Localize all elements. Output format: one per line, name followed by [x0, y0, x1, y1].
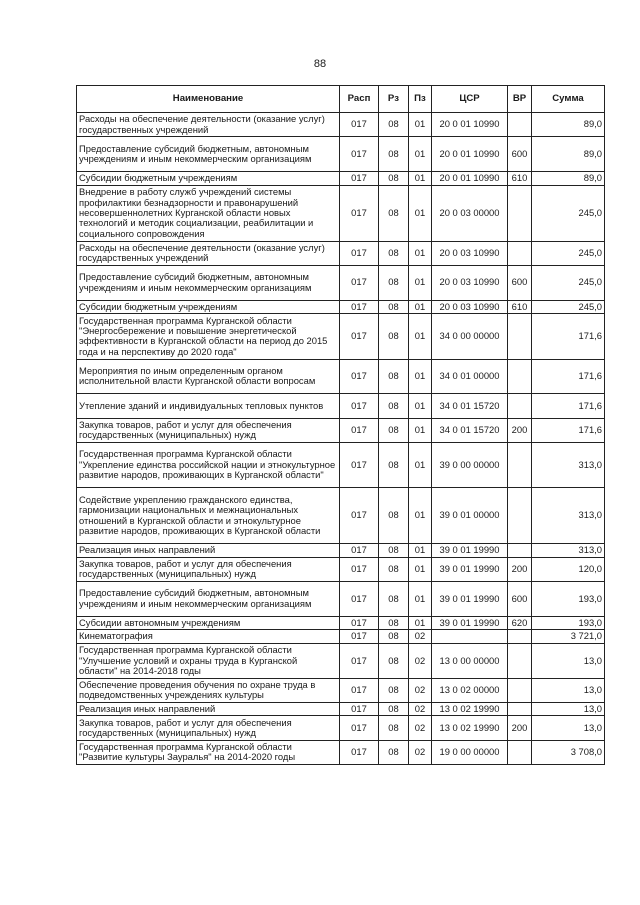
cell-rasp: 017: [340, 557, 379, 581]
cell-csr: 34 0 01 15720: [432, 418, 508, 442]
cell-pz: 01: [409, 442, 432, 487]
cell-rz: 08: [379, 185, 409, 241]
cell-name: Расходы на обеспечение деятельности (оказание услуг) государственных учреждений: [77, 241, 340, 265]
cell-rasp: 017: [340, 265, 379, 300]
cell-pz: 01: [409, 185, 432, 241]
header-pz: Пз: [409, 86, 432, 113]
cell-sum: 3 708,0: [532, 740, 605, 764]
cell-csr: 34 0 01 15720: [432, 394, 508, 418]
cell-vr: [508, 488, 532, 544]
cell-name: Субсидии автономным учреждениям: [77, 616, 340, 630]
cell-pz: 01: [409, 544, 432, 558]
cell-rz: 08: [379, 740, 409, 764]
cell-sum: 171,6: [532, 394, 605, 418]
cell-rz: 08: [379, 300, 409, 314]
cell-rz: 08: [379, 557, 409, 581]
cell-name: Государственная программа Курганской области "Энергосбережение и повышение энергетической эффективности в Курганской области на период до 2015 года и на перспективу до 2020 года": [77, 314, 340, 359]
header-rasp: Расп: [340, 86, 379, 113]
cell-rasp: 017: [340, 171, 379, 185]
cell-pz: 01: [409, 581, 432, 616]
cell-rz: 08: [379, 702, 409, 716]
cell-pz: 01: [409, 394, 432, 418]
cell-name: Кинематография: [77, 630, 340, 644]
table-row: [77, 113, 605, 137]
cell-sum: 245,0: [532, 300, 605, 314]
header-vr: ВР: [508, 86, 532, 113]
cell-rz: 08: [379, 314, 409, 359]
cell-rz: 08: [379, 678, 409, 702]
cell-pz: 02: [409, 716, 432, 740]
table-row: [77, 241, 605, 265]
cell-csr: 20 0 03 00000: [432, 185, 508, 241]
header-csr: ЦСР: [432, 86, 508, 113]
cell-name: Содействие укреплению гражданского единства, гармонизации национальных и межнациональных отношений в Курганской области и этнокультурное развитие народов, проживающих в Курганской области: [77, 488, 340, 544]
cell-csr: 20 0 01 10990: [432, 137, 508, 172]
cell-rasp: 017: [340, 630, 379, 644]
cell-rz: 08: [379, 716, 409, 740]
cell-name: Государственная программа Курганской области "Укрепление единства российской нации и этнокультурное развитие народов, проживающих в Курганской области": [77, 442, 340, 487]
table-header-row: [77, 86, 605, 113]
cell-sum: 245,0: [532, 265, 605, 300]
cell-sum: 3 721,0: [532, 630, 605, 644]
cell-vr: 600: [508, 581, 532, 616]
cell-vr: 200: [508, 716, 532, 740]
cell-name: Реализация иных направлений: [77, 544, 340, 558]
cell-rz: 08: [379, 137, 409, 172]
cell-pz: 01: [409, 300, 432, 314]
cell-name: Закупка товаров, работ и услуг для обеспечения государственных (муниципальных) нужд: [77, 557, 340, 581]
cell-sum: 245,0: [532, 241, 605, 265]
table-row: [77, 544, 605, 558]
cell-vr: [508, 185, 532, 241]
cell-name: Закупка товаров, работ и услуг для обеспечения государственных (муниципальных) нужд: [77, 418, 340, 442]
cell-name: Реализация иных направлений: [77, 702, 340, 716]
cell-vr: [508, 678, 532, 702]
cell-name: Внедрение в работу служб учреждений системы профилактики безнадзорности и правонарушений несовершеннолетних Курганской области новых технологий и методик социализации, реабилитации и социального сопровождения: [77, 185, 340, 241]
cell-csr: 13 0 00 00000: [432, 643, 508, 678]
cell-sum: 193,0: [532, 581, 605, 616]
page-number: 88: [313, 58, 327, 70]
table-row: [77, 185, 605, 241]
cell-sum: 120,0: [532, 557, 605, 581]
cell-csr: 39 0 00 00000: [432, 442, 508, 487]
cell-rasp: 017: [340, 488, 379, 544]
cell-csr: 20 0 03 10990: [432, 241, 508, 265]
cell-pz: 01: [409, 314, 432, 359]
cell-pz: 01: [409, 113, 432, 137]
cell-sum: 13,0: [532, 702, 605, 716]
cell-vr: 200: [508, 557, 532, 581]
table-row: [77, 488, 605, 544]
cell-pz: 01: [409, 616, 432, 630]
cell-csr: 13 0 02 00000: [432, 678, 508, 702]
cell-rz: 08: [379, 630, 409, 644]
table-row: [77, 716, 605, 740]
cell-sum: 313,0: [532, 488, 605, 544]
cell-csr: 39 0 01 00000: [432, 488, 508, 544]
cell-name: Расходы на обеспечение деятельности (оказание услуг) государственных учреждений: [77, 113, 340, 137]
header-sum: Сумма: [532, 86, 605, 113]
cell-name: Предоставление субсидий бюджетным, автономным учреждениям и иным некоммерческим организациям: [77, 581, 340, 616]
cell-rasp: 017: [340, 442, 379, 487]
cell-csr: 39 0 01 19990: [432, 581, 508, 616]
cell-sum: 13,0: [532, 678, 605, 702]
cell-rz: 08: [379, 544, 409, 558]
cell-pz: 01: [409, 488, 432, 544]
cell-pz: 01: [409, 418, 432, 442]
table-row: [77, 171, 605, 185]
cell-rz: 08: [379, 643, 409, 678]
cell-rasp: 017: [340, 616, 379, 630]
cell-name: Обеспечение проведения обучения по охране труда в подведомственных учреждениях культуры: [77, 678, 340, 702]
table-row: [77, 137, 605, 172]
table-row: [77, 557, 605, 581]
table-row: [77, 300, 605, 314]
cell-pz: 01: [409, 359, 432, 394]
cell-rz: 08: [379, 418, 409, 442]
cell-vr: 600: [508, 265, 532, 300]
cell-csr: 20 0 03 10990: [432, 300, 508, 314]
cell-vr: [508, 643, 532, 678]
header-rz: Рз: [379, 86, 409, 113]
table-row: [77, 616, 605, 630]
cell-sum: 313,0: [532, 442, 605, 487]
cell-csr: 39 0 01 19990: [432, 544, 508, 558]
cell-name: Предоставление субсидий бюджетным, автономным учреждениям и иным некоммерческим организациям: [77, 265, 340, 300]
budget-table: [76, 85, 605, 765]
cell-csr: 19 0 00 00000: [432, 740, 508, 764]
cell-rasp: 017: [340, 702, 379, 716]
cell-rasp: 017: [340, 544, 379, 558]
cell-sum: 89,0: [532, 113, 605, 137]
cell-sum: 171,6: [532, 418, 605, 442]
cell-name: Субсидии бюджетным учреждениям: [77, 300, 340, 314]
table-body: [77, 113, 605, 765]
cell-name: Закупка товаров, работ и услуг для обеспечения государственных (муниципальных) нужд: [77, 716, 340, 740]
cell-name: Государственная программа Курганской области "Развитие культуры Зауралья" на 2014-2020 годы: [77, 740, 340, 764]
cell-pz: 02: [409, 678, 432, 702]
cell-csr: 39 0 01 19990: [432, 616, 508, 630]
cell-rz: 08: [379, 171, 409, 185]
cell-pz: 01: [409, 557, 432, 581]
cell-pz: 01: [409, 171, 432, 185]
cell-pz: 02: [409, 630, 432, 644]
cell-sum: 313,0: [532, 544, 605, 558]
cell-csr: 34 0 00 00000: [432, 314, 508, 359]
table-row: [77, 702, 605, 716]
cell-sum: 13,0: [532, 716, 605, 740]
cell-name: Мероприятия по иным определенным органом исполнительной власти Курганской области вопросам: [77, 359, 340, 394]
cell-vr: 620: [508, 616, 532, 630]
cell-name: Предоставление субсидий бюджетным, автономным учреждениям и иным некоммерческим организациям: [77, 137, 340, 172]
cell-rasp: 017: [340, 740, 379, 764]
table-row: [77, 740, 605, 764]
cell-rz: 08: [379, 488, 409, 544]
cell-name: Государственная программа Курганской области "Улучшение условий и охраны труда в Курганской области" на 2014-2018 годы: [77, 643, 340, 678]
cell-vr: [508, 359, 532, 394]
cell-csr: 34 0 01 00000: [432, 359, 508, 394]
header-name: Наименование: [77, 86, 340, 113]
cell-pz: 02: [409, 702, 432, 716]
cell-rz: 08: [379, 581, 409, 616]
cell-pz: 01: [409, 137, 432, 172]
cell-vr: [508, 544, 532, 558]
cell-rz: 08: [379, 241, 409, 265]
table-row: [77, 643, 605, 678]
cell-rz: 08: [379, 113, 409, 137]
cell-rasp: 017: [340, 581, 379, 616]
cell-pz: 01: [409, 265, 432, 300]
cell-vr: [508, 394, 532, 418]
cell-sum: 171,6: [532, 314, 605, 359]
cell-vr: [508, 442, 532, 487]
cell-sum: 171,6: [532, 359, 605, 394]
cell-rasp: 017: [340, 716, 379, 740]
cell-csr: 13 0 02 19990: [432, 702, 508, 716]
cell-sum: 89,0: [532, 137, 605, 172]
cell-rz: 08: [379, 265, 409, 300]
cell-rasp: 017: [340, 314, 379, 359]
cell-name: Субсидии бюджетным учреждениям: [77, 171, 340, 185]
table-row: [77, 678, 605, 702]
table-row: [77, 581, 605, 616]
cell-vr: [508, 630, 532, 644]
cell-sum: 89,0: [532, 171, 605, 185]
table-row: [77, 265, 605, 300]
cell-sum: 13,0: [532, 643, 605, 678]
cell-vr: 200: [508, 418, 532, 442]
cell-vr: 610: [508, 171, 532, 185]
cell-vr: 600: [508, 137, 532, 172]
cell-rasp: 017: [340, 300, 379, 314]
cell-pz: 02: [409, 740, 432, 764]
cell-pz: 02: [409, 643, 432, 678]
cell-vr: [508, 702, 532, 716]
cell-name: Утепление зданий и индивидуальных тепловых пунктов: [77, 394, 340, 418]
cell-csr: 20 0 01 10990: [432, 113, 508, 137]
cell-rasp: 017: [340, 418, 379, 442]
cell-rasp: 017: [340, 359, 379, 394]
cell-rz: 08: [379, 394, 409, 418]
cell-rasp: 017: [340, 241, 379, 265]
cell-rasp: 017: [340, 643, 379, 678]
table-row: [77, 442, 605, 487]
cell-csr: 20 0 03 10990: [432, 265, 508, 300]
cell-csr: 20 0 01 10990: [432, 171, 508, 185]
table-row: [77, 630, 605, 644]
table-row: [77, 314, 605, 359]
cell-pz: 01: [409, 241, 432, 265]
cell-rz: 08: [379, 616, 409, 630]
cell-vr: [508, 241, 532, 265]
table-row: [77, 394, 605, 418]
cell-csr: [432, 630, 508, 644]
cell-vr: [508, 740, 532, 764]
cell-rasp: 017: [340, 394, 379, 418]
cell-rasp: 017: [340, 113, 379, 137]
cell-vr: 610: [508, 300, 532, 314]
cell-csr: 39 0 01 19990: [432, 557, 508, 581]
table-row: [77, 359, 605, 394]
table-row: [77, 418, 605, 442]
cell-vr: [508, 314, 532, 359]
cell-sum: 193,0: [532, 616, 605, 630]
cell-vr: [508, 113, 532, 137]
cell-rasp: 017: [340, 137, 379, 172]
cell-rz: 08: [379, 359, 409, 394]
cell-rasp: 017: [340, 185, 379, 241]
cell-rasp: 017: [340, 678, 379, 702]
cell-csr: 13 0 02 19990: [432, 716, 508, 740]
cell-sum: 245,0: [532, 185, 605, 241]
cell-rz: 08: [379, 442, 409, 487]
